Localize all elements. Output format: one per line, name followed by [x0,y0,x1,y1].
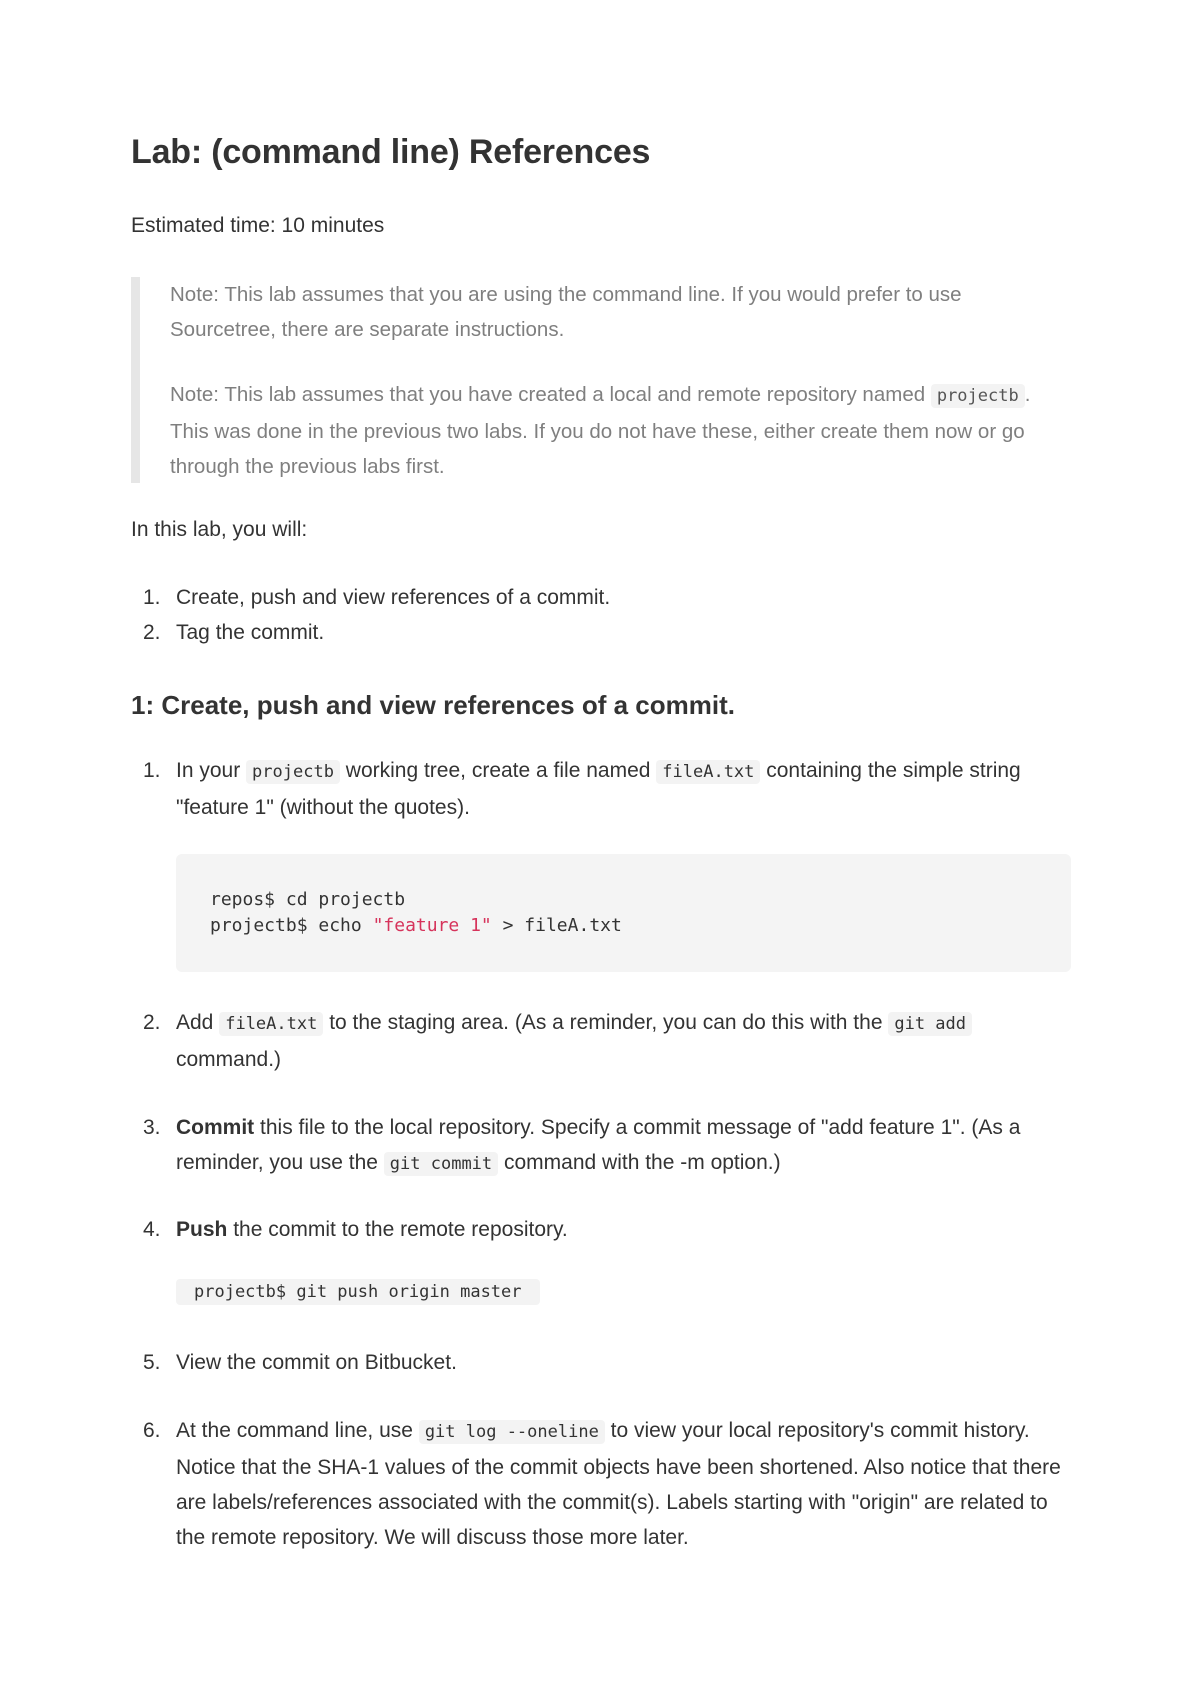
note-repository-text-post: . This was done in the previous two labs. If you do not have these, either create them now or go through the previous labs first. [170,383,1031,478]
inline-code: git commit [384,1152,498,1176]
step-text: to view your local repository's commit history. Notice that the SHA-1 values of the commit objects have been shortened. Also notice that there are labels/references associated with the commit(s). Labels starting with "origin" are related to the remote repository. We will discuss those more later. [176,1419,1061,1549]
goal-text: Create, push and view references of a commit. [176,586,611,609]
note-repository [170,377,1071,484]
inline-code: projectb [246,760,340,784]
step-text: command with the -m option.) [504,1151,781,1174]
step-bold: Push [176,1218,228,1241]
inline-code: git log --oneline [419,1420,605,1444]
step-body [176,1345,1071,1380]
step-6 [131,1413,1071,1555]
note-blockquote [131,277,1071,483]
note-repository-text-pre: Note: This lab assumes that you have created a local and remote repository named [170,383,926,406]
estimated-time: Estimated time: 10 minutes [131,214,385,237]
step-text: working tree, create a file named [345,759,651,782]
step-text: In your [176,759,241,782]
step-text: At the command line, use [176,1419,413,1442]
step-body [176,1005,1071,1077]
inline-code-projectb: projectb [931,384,1025,408]
step-bold: Commit [176,1116,255,1139]
goals-list [131,580,610,650]
step-3 [131,1110,1071,1182]
step-number: 2. [143,1011,161,1034]
push-command-code: projectb$ git push origin master [176,1279,540,1305]
step-text: this file to the local repository. Specify a commit message of "add feature 1". (As a reminder, you use the [176,1116,1021,1174]
goal-text: Tag the commit. [176,621,325,644]
inline-code: git add [888,1012,972,1036]
goal-number: 1. [143,586,161,609]
code-string-literal: "feature 1" [372,915,492,936]
step-2 [131,1005,1071,1077]
inline-code: fileA.txt [219,1012,323,1036]
note-command-line: Note: This lab assumes that you are using the command line. If you would prefer to use Sourcetree, there are separate instructions. [170,283,962,341]
intro-text: In this lab, you will: [131,518,308,541]
goal-item [131,580,610,615]
step-text: Add [176,1011,214,1034]
step-number: 4. [143,1218,161,1241]
step-number: 5. [143,1351,161,1374]
code-line-2-post: > fileA.txt [491,915,622,936]
step-text: to the staging area. (As a reminder, you can do this with the [329,1011,883,1034]
inline-code: fileA.txt [656,760,760,784]
step-body [176,1212,1071,1247]
step-body [176,1413,1071,1555]
code-line-2-pre: projectb$ echo [210,915,373,936]
step-text: the commit to the remote repository. [233,1218,568,1241]
goal-item [131,615,610,650]
step-body [176,1110,1071,1182]
step-body [176,753,1071,825]
goal-number: 2. [143,621,161,644]
code-line-1: repos$ cd projectb [210,889,406,910]
page-title: Lab: (command line) References [131,133,651,171]
step-text: containing the simple string "feature 1" (without the quotes). [176,759,1021,819]
step-number: 6. [143,1419,161,1442]
step-4 [131,1212,1071,1247]
step-text: command.) [176,1048,282,1071]
section-heading: 1: Create, push and view references of a commit. [131,690,735,720]
step-1 [131,753,1071,825]
step-number: 1. [143,759,161,782]
step-number: 3. [143,1116,161,1139]
step-5 [131,1345,1071,1380]
step-text: View the commit on Bitbucket. [176,1351,457,1374]
code-block [176,854,1071,972]
